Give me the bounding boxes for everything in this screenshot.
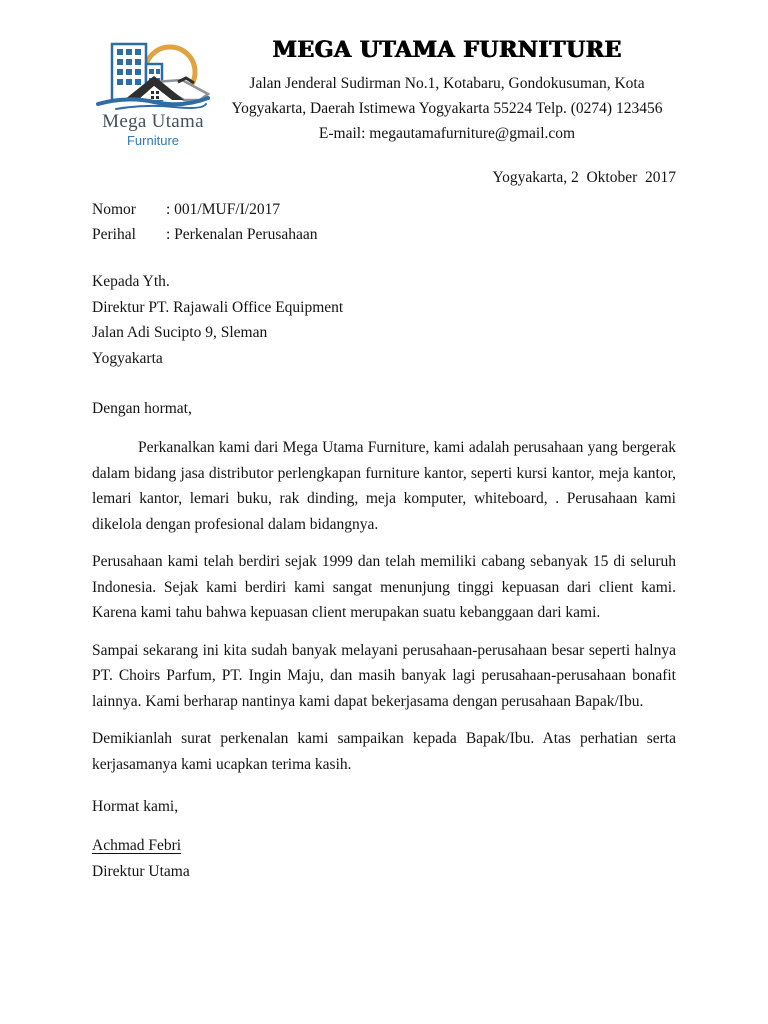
company-logo-graphic [96, 38, 210, 114]
recipient-line: Jalan Adi Sucipto 9, Sleman [92, 324, 268, 341]
perihal-label: Perihal [92, 226, 136, 243]
letter-body [92, 435, 676, 777]
letter-meta [92, 197, 676, 247]
signer-name: Achmad Febri [92, 837, 182, 854]
signer-title: Direktur Utama [92, 862, 190, 880]
nomor-label: Nomor [92, 201, 136, 218]
email-line: E-mail: megautamafurniture@gmail.com [318, 125, 576, 142]
address-line-1: Jalan Jenderal Sudirman No.1, Kotabaru, Gondokusuman, Kota [249, 75, 645, 92]
paragraph-3: Sampai sekarang ini kita sudah banyak melayani perusahaan-perusahaan besar seperti halnya PT. Choirs Parfum, PT. Ingin Maju, dan masih banyak lagi perusahaan-perusahaan bonafit lainnya. Kami berharap nantinya kami dapat bekerjasama dengan perusahaan Bapak/Ibu. [92, 641, 676, 710]
company-address [218, 71, 676, 146]
logo-text-primary: Mega Utama [102, 111, 204, 132]
perihal-value: : Perkenalan Perusahaan [166, 226, 318, 243]
paragraph-4: Demikianlah surat perkenalan kami sampaikan kepada Bapak/Ibu. Atas perhatian serta kerjasamanya kami ucapkan terima kasih. [92, 730, 676, 773]
address-line-2: Yogyakarta, Daerah Istimewa Yogyakarta 55224 Telp. (0274) 123456 [231, 100, 663, 117]
letterhead [92, 36, 676, 154]
paragraph-1: Perkanalkan kami dari Mega Utama Furniture, kami adalah perusahaan yang bergerak dalam bidang jasa distributor perlengkapan furniture kantor, seperti kursi kantor, meja kantor, lemari kantor, lemari buku, rak dinding, meja komputer, whiteboard, . Perusahaan kami dikelola dengan profesional dalam bidangnya. [92, 439, 676, 533]
nomor-value: : 001/MUF/I/2017 [166, 201, 281, 218]
meta-row-perihal [92, 222, 676, 247]
logo-text-secondary: Furniture [126, 133, 180, 148]
recipient-line: Direktur PT. Rajawali Office Equipment [92, 298, 344, 316]
letterhead-text [218, 36, 676, 146]
company-logo [92, 38, 214, 148]
paragraph-2: Perusahaan kami telah berdiri sejak 1999 dan telah memiliki cabang sebanyak 15 di seluruh Indonesia. Sejak kami berdiri kami sangat menunjung tinggi kepuasan dari client kami. Karena kami tahu bahwa kepuasan client merupakan suatu kebanggaan dari kami. [92, 553, 676, 621]
recipient-line: Yogyakarta [92, 349, 163, 367]
meta-row-nomor [92, 197, 676, 222]
recipient-line: Kepada Yth. [92, 273, 170, 290]
closing-salutation: Hormat kami, [92, 798, 179, 815]
company-name: MEGA UTAMA FURNITURE [272, 37, 622, 63]
recipient-block [92, 269, 676, 371]
date-line: Yogyakarta, 2 Oktober 2017 [492, 169, 676, 186]
opening-salutation: Dengan hormat, [92, 400, 192, 417]
